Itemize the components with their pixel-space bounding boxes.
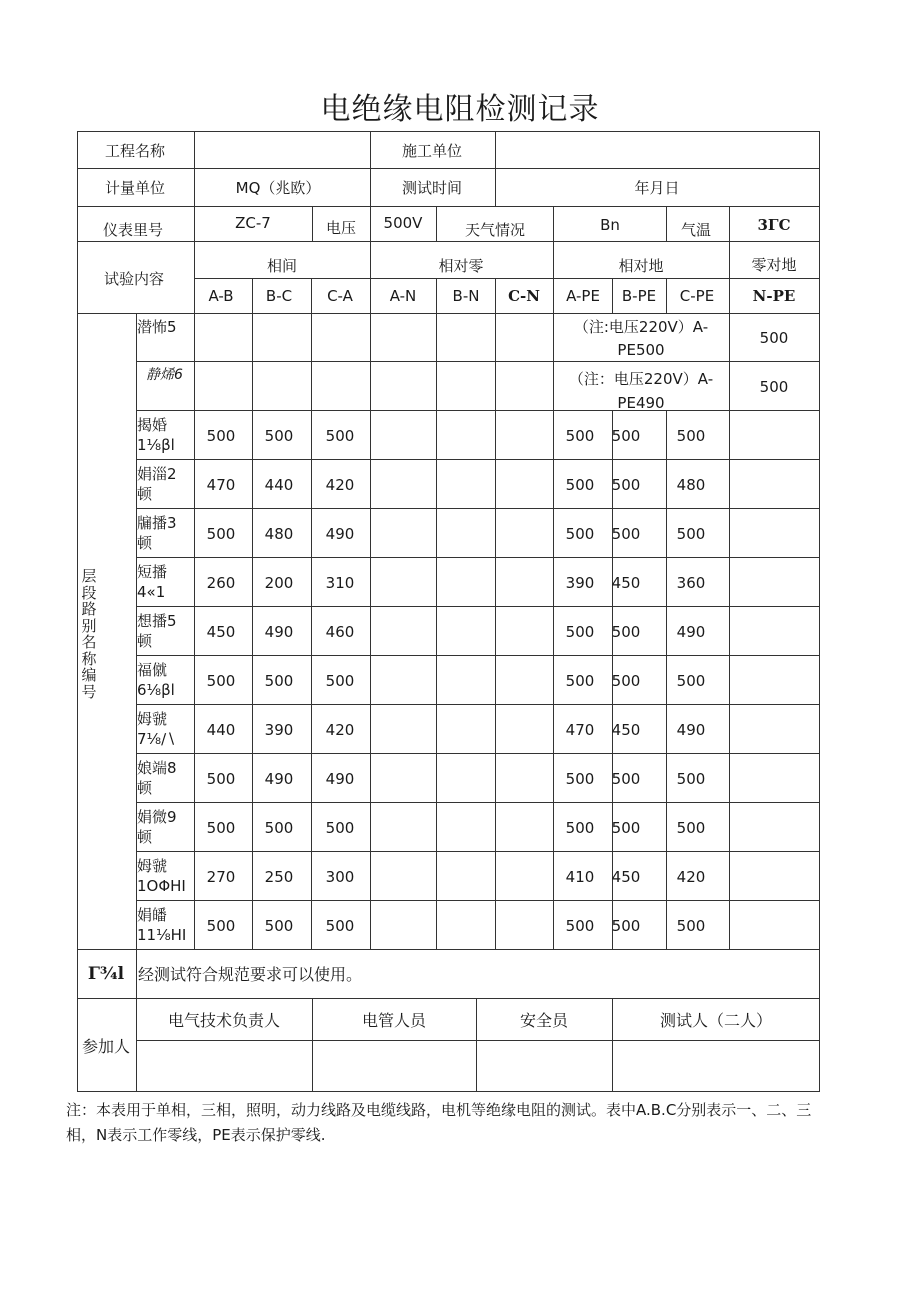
resistance-value: 490 [676, 721, 706, 739]
participants-label: 参加人 [81, 1037, 131, 1056]
resistance-value: 490 [325, 770, 355, 788]
group-ground-label: 相对地 [618, 257, 664, 275]
row-note: （注：电压220V）A-PE490 [568, 370, 714, 412]
row-name: 揭婚 1⅛βl [137, 416, 175, 454]
resistance-value: 500 [676, 819, 706, 837]
resistance-value: 500 [611, 476, 641, 494]
resistance-value: 500 [611, 672, 641, 690]
resistance-value: 390 [565, 574, 595, 592]
resistance-value: 500 [565, 770, 595, 788]
resistance-value: 490 [264, 623, 294, 641]
resistance-value: 450 [611, 574, 641, 592]
resistance-value: 480 [264, 525, 294, 543]
resistance-value: 500 [206, 672, 236, 690]
resistance-value: 360 [676, 574, 706, 592]
resistance-value: 500 [264, 427, 294, 445]
row-name: 姆虢 7⅛∕∖ [137, 710, 176, 748]
role-header: 安全员 [519, 1011, 569, 1030]
resistance-value: 420 [325, 721, 355, 739]
resistance-value: 500 [565, 819, 595, 837]
resistance-value: 270 [206, 868, 236, 886]
row-name: 娟微9 顿 [137, 808, 177, 846]
instrument-label: 仪表里号 [102, 221, 164, 239]
resistance-value: 500 [565, 427, 595, 445]
signature-field[interactable] [137, 1041, 311, 1091]
resistance-value: 250 [264, 868, 294, 886]
resistance-value: 390 [264, 721, 294, 739]
resistance-value: 450 [611, 868, 641, 886]
resistance-value: 500 [206, 427, 236, 445]
row-name: 娘端8 顿 [137, 759, 177, 797]
resistance-value: 500 [206, 770, 236, 788]
resistance-value: 500 [325, 672, 355, 690]
resistance-value: 490 [264, 770, 294, 788]
group-neutral-label: 相对零 [438, 257, 484, 275]
col-header: A-PE [566, 287, 600, 305]
resistance-value: 260 [206, 574, 236, 592]
test-time-value: 年月日 [634, 179, 680, 197]
col-header: A-N [389, 287, 417, 305]
resistance-value: 470 [206, 476, 236, 494]
resistance-value: 420 [325, 476, 355, 494]
col-header: C-N [508, 287, 540, 305]
role-header: 电气技术负责人 [167, 1011, 281, 1030]
resistance-value: 420 [676, 868, 706, 886]
role-header: 电管人员 [361, 1011, 427, 1030]
resistance-value: 500 [264, 917, 294, 935]
col-header: C-PE [679, 287, 715, 305]
role-header: 测试人（二人） [659, 1011, 773, 1030]
group-zero-ground-label: 零对地 [751, 256, 797, 274]
instrument-value: ZC-7 [235, 214, 271, 232]
resistance-value: 500 [676, 427, 706, 445]
resistance-value: 300 [325, 868, 355, 886]
row-name: 短播 4«1 [137, 563, 168, 601]
col-header: C-A [327, 287, 353, 305]
resistance-value: 500 [325, 427, 355, 445]
resistance-value: 480 [676, 476, 706, 494]
row-name: 姆虢 1OΦHI [137, 857, 186, 895]
row-name: 想播5 顿 [137, 612, 177, 650]
resistance-value: 490 [676, 623, 706, 641]
col-header: B-C [265, 287, 293, 305]
construction-unit-label: 施工单位 [401, 142, 463, 160]
measure-unit-label: 计量单位 [104, 179, 166, 197]
measure-unit-value: MQ（兆欧） [235, 179, 321, 197]
npe-value: 500 [759, 329, 789, 347]
resistance-value: 500 [611, 770, 641, 788]
resistance-value: 440 [264, 476, 294, 494]
row-name: 静烯6 [146, 367, 183, 383]
resistance-value: 440 [206, 721, 236, 739]
resistance-value: 500 [676, 917, 706, 935]
signature-field[interactable] [613, 1041, 819, 1091]
resistance-value: 500 [565, 525, 595, 543]
group-phase-label: 相间 [266, 257, 298, 275]
test-content-label: 试验内容 [103, 270, 165, 288]
test-time-label: 测试时间 [401, 179, 463, 197]
resistance-value: 500 [264, 819, 294, 837]
col-header: B-N [452, 287, 480, 305]
resistance-value: 500 [325, 917, 355, 935]
side-label: 层段路别名称编号 [81, 567, 97, 701]
weather-label: 天气情况 [464, 221, 526, 239]
signature-field[interactable] [477, 1041, 611, 1091]
col-header: A-B [208, 287, 234, 305]
weather-value: Bn [600, 216, 620, 234]
page-title: 电绝缘电阻检测记录 [320, 92, 600, 127]
resistance-value: 500 [676, 672, 706, 690]
row-name: 娟皤 11⅛HI [137, 906, 187, 944]
row-name: 娟淄2 顿 [137, 465, 177, 503]
resistance-value: 490 [325, 525, 355, 543]
resistance-value: 500 [565, 623, 595, 641]
resistance-value: 500 [611, 819, 641, 837]
voltage-label: 电压 [325, 219, 357, 237]
signature-field[interactable] [313, 1041, 475, 1091]
resistance-value: 500 [611, 427, 641, 445]
resistance-value: 500 [325, 819, 355, 837]
resistance-value: 500 [611, 525, 641, 543]
temperature-value: 3ΓC [757, 216, 791, 234]
resistance-value: 200 [264, 574, 294, 592]
resistance-value: 500 [611, 623, 641, 641]
resistance-value: 500 [206, 525, 236, 543]
resistance-value: 500 [264, 672, 294, 690]
resistance-value: 500 [565, 476, 595, 494]
resistance-value: 500 [206, 819, 236, 837]
resistance-value: 470 [565, 721, 595, 739]
row-name: 潜怖5 [137, 318, 177, 336]
row-note: （注:电压220V）A-PE500 [573, 318, 709, 359]
resistance-value: 500 [611, 917, 641, 935]
resistance-value: 310 [325, 574, 355, 592]
conclusion-text: 经测试符合规范要求可以使用。 [138, 965, 363, 984]
row-name: 福僦 6⅛βl [137, 661, 175, 699]
col-header: N-PE [752, 287, 796, 305]
temperature-label: 气温 [680, 221, 712, 239]
resistance-value: 500 [206, 917, 236, 935]
resistance-value: 450 [206, 623, 236, 641]
col-header: B-PE [621, 287, 657, 305]
conclusion-label: Γ¾l [87, 964, 125, 984]
resistance-value: 500 [565, 917, 595, 935]
resistance-value: 500 [676, 770, 706, 788]
row-name: 牖播3 顿 [137, 514, 177, 552]
project-name-label: 工程名称 [104, 142, 166, 160]
resistance-value: 450 [611, 721, 641, 739]
resistance-value: 500 [565, 672, 595, 690]
resistance-value: 460 [325, 623, 355, 641]
resistance-value: 410 [565, 868, 595, 886]
resistance-value: 500 [676, 525, 706, 543]
voltage-value: 500V [383, 214, 423, 232]
footnote: 注：本表用于单相，三相，照明，动力线路及电缆线路，电机等绝缘电阻的测试。表中A.B.C分别表示一、二、三相，N表示工作零线，PE表示保护零线. [66, 1101, 812, 1144]
npe-value: 500 [759, 378, 789, 396]
